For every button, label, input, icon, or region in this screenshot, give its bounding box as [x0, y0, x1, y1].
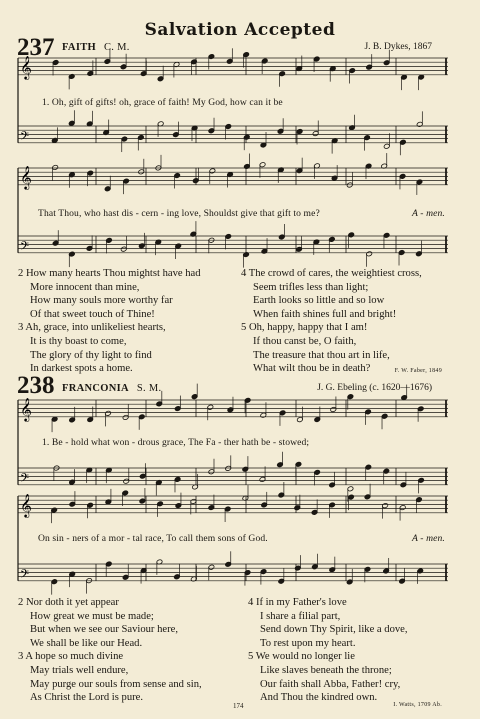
- amen: A - men.: [412, 208, 445, 219]
- stanza-line: 5 We would no longer lie: [248, 651, 355, 663]
- stanza-line: If thou canst be, O faith,: [253, 335, 357, 347]
- stanza-line: 3 Ah, grace, into unlikeliest hearts,: [18, 322, 166, 334]
- tune-name: FAITH: [62, 42, 96, 53]
- bass-clef-icon: 𝄢: [20, 471, 30, 488]
- author-credit: F. W. Faber, 1849: [394, 368, 442, 374]
- stanza-line: What wilt thou be in death?: [253, 363, 371, 375]
- stanza-line: As Christ the Lord is pure.: [30, 692, 143, 704]
- meter: S. M.: [136, 383, 162, 394]
- treble-clef-icon: 𝄞: [20, 164, 32, 189]
- stanza-line: It is thy boast to come,: [30, 335, 127, 347]
- tune-name: FRANCONIA: [62, 383, 129, 394]
- stanza-column: [248, 596, 408, 705]
- treble-clef-icon: 𝄞: [20, 396, 32, 421]
- stanza-line: When faith shines full and bright!: [253, 308, 397, 320]
- bass-clef-icon: 𝄢: [20, 239, 30, 256]
- bass-clef-icon: 𝄢: [20, 129, 30, 146]
- stanza-line: To rest upon my heart.: [260, 637, 356, 649]
- stanza-line: 2 Nor doth it yet appear: [18, 597, 119, 608]
- hymn-number: 238: [17, 372, 55, 399]
- stanza-line: In darkest spots a home.: [30, 363, 133, 375]
- stanza-line: 4 If in my Father's love: [248, 597, 347, 608]
- stanza: [248, 650, 408, 704]
- stanza-line: More innocent than mine,: [30, 281, 140, 293]
- stanza-line: Our faith shall Abba, Father! cry,: [260, 678, 401, 690]
- stanza: [241, 267, 422, 321]
- stanza: [18, 267, 201, 321]
- stanza-column: [18, 596, 202, 705]
- treble-clef-icon: 𝄞: [20, 54, 32, 79]
- tune-heading: [62, 383, 161, 394]
- composer: J. B. Dykes, 1867: [364, 42, 432, 52]
- tune-heading: [62, 42, 130, 53]
- stanza-line: 4 The crowd of cares, the weightiest cross,: [241, 268, 422, 279]
- stanza-line: Seem trifles less than light;: [253, 281, 369, 293]
- lyrics-line: That Thou, who hast dis - cern - ing love, Shouldst give that gift to me?: [38, 208, 320, 219]
- lyrics-line: On sin - ners of a mor - tal race, To call them sons of God.: [38, 533, 268, 544]
- stanza-line: I share a filial part,: [260, 610, 341, 622]
- author-credit: I. Watts, 1709 Ab.: [393, 702, 442, 708]
- stanza-line: 5 Oh, happy, happy that I am!: [241, 322, 368, 334]
- lyrics-line: 1. Oh, gift of gifts! oh, grace of faith! My God, how can it be: [42, 97, 283, 108]
- treble-clef-icon: 𝄞: [20, 492, 32, 517]
- stanza-line: Like slaves beneath the throne;: [260, 664, 392, 676]
- lyrics-line: 1. Be - hold what won - drous grace, The Fa - ther hath be - stowed;: [42, 437, 310, 448]
- stanza-line: How many souls more worthy far: [30, 295, 173, 307]
- stanza-line: Earth looks so little and so low: [253, 295, 385, 307]
- hymn-number: 237: [17, 34, 55, 61]
- page-title: Salvation Accepted: [144, 20, 336, 40]
- stanza-line: But when we see our Saviour here,: [30, 624, 178, 636]
- stanza-column: [241, 267, 422, 376]
- stanza-line: Of that sweet touch of Thine!: [30, 308, 155, 320]
- stanza: [18, 321, 201, 375]
- stanza-line: The treasure that thou art in life,: [253, 349, 390, 361]
- stanza-line: 2 How many hearts Thou mightst have had: [18, 268, 201, 279]
- stanza-line: And Thou the kindred own.: [260, 692, 378, 704]
- amen: A - men.: [412, 533, 445, 544]
- stanza: [248, 596, 408, 650]
- stanza: [18, 596, 202, 650]
- meter: C. M.: [103, 42, 130, 53]
- bass-clef-icon: 𝄢: [20, 567, 30, 584]
- stanza-line: How great we must be made;: [30, 610, 154, 622]
- stanza: [18, 650, 202, 704]
- stanza-line: The glory of thy light to find: [30, 349, 152, 361]
- stanza-line: We shall be like our Head.: [30, 637, 143, 649]
- stanza-line: Send down Thy Spirit, like a dove,: [260, 624, 408, 636]
- stanza-line: May trials well endure,: [30, 664, 129, 676]
- composer: J. G. Ebeling (c. 1620—1676): [317, 383, 432, 393]
- page-number: 174: [233, 702, 244, 710]
- stanza-line: May purge our souls from sense and sin,: [30, 678, 202, 690]
- stanza-column: [18, 267, 201, 376]
- stanza-line: 3 A hope so much divine: [18, 651, 124, 663]
